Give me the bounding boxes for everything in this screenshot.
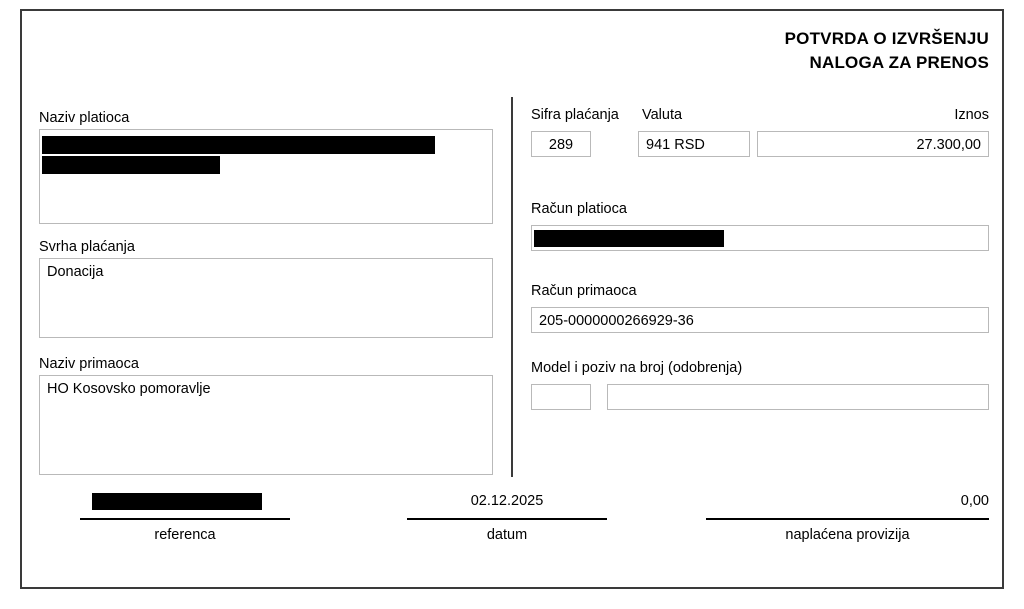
document-title-line1: POTVRDA O IZVRŠENJU (784, 29, 989, 48)
footer-reference-line (80, 518, 290, 520)
footer-fee-caption: naplaćena provizija (785, 527, 910, 543)
footer-fee-line (706, 518, 989, 520)
footer-date-caption: datum (486, 527, 528, 543)
currency-field[interactable]: 941 RSD (638, 131, 750, 157)
column-divider (511, 97, 513, 477)
footer-reference-redaction (92, 493, 262, 510)
recipient-account-field[interactable]: 205-0000000266929-36 (531, 307, 989, 333)
payer-account-label: Račun platioca (531, 201, 627, 217)
payer-account-redaction (534, 230, 724, 247)
recipient-account-label: Račun primaoca (531, 283, 637, 299)
recipient-name-label: Naziv primaoca (39, 356, 139, 372)
footer-date-line (407, 518, 607, 520)
footer-fee-value: 0,00 (960, 493, 989, 509)
payment-code-label: Sifra plaćanja (531, 107, 619, 123)
amount-label: Iznos (954, 107, 989, 123)
payment-code-field[interactable]: 289 (531, 131, 591, 157)
document-title (785, 27, 989, 75)
payer-name-redaction-line1 (42, 136, 435, 154)
document-title-line2: NALOGA ZA PRENOS (809, 53, 989, 72)
model-field[interactable] (531, 384, 591, 410)
currency-label: Valuta (642, 107, 683, 123)
payer-name-label: Naziv platioca (39, 110, 130, 126)
footer-date-value: 02.12.2025 (470, 493, 544, 509)
reference-number-field[interactable] (607, 384, 989, 410)
recipient-name-field[interactable]: HO Kosovsko pomoravlje (39, 375, 493, 475)
amount-field[interactable]: 27.300,00 (757, 131, 989, 157)
document-frame (20, 9, 1004, 589)
purpose-label: Svrha plaćanja (39, 239, 135, 255)
model-reference-label: Model i poziv na broj (odobrenja) (531, 360, 743, 376)
payer-name-redaction-line2 (42, 156, 220, 174)
purpose-field[interactable]: Donacija (39, 258, 493, 338)
footer-reference-caption: referenca (154, 527, 216, 543)
